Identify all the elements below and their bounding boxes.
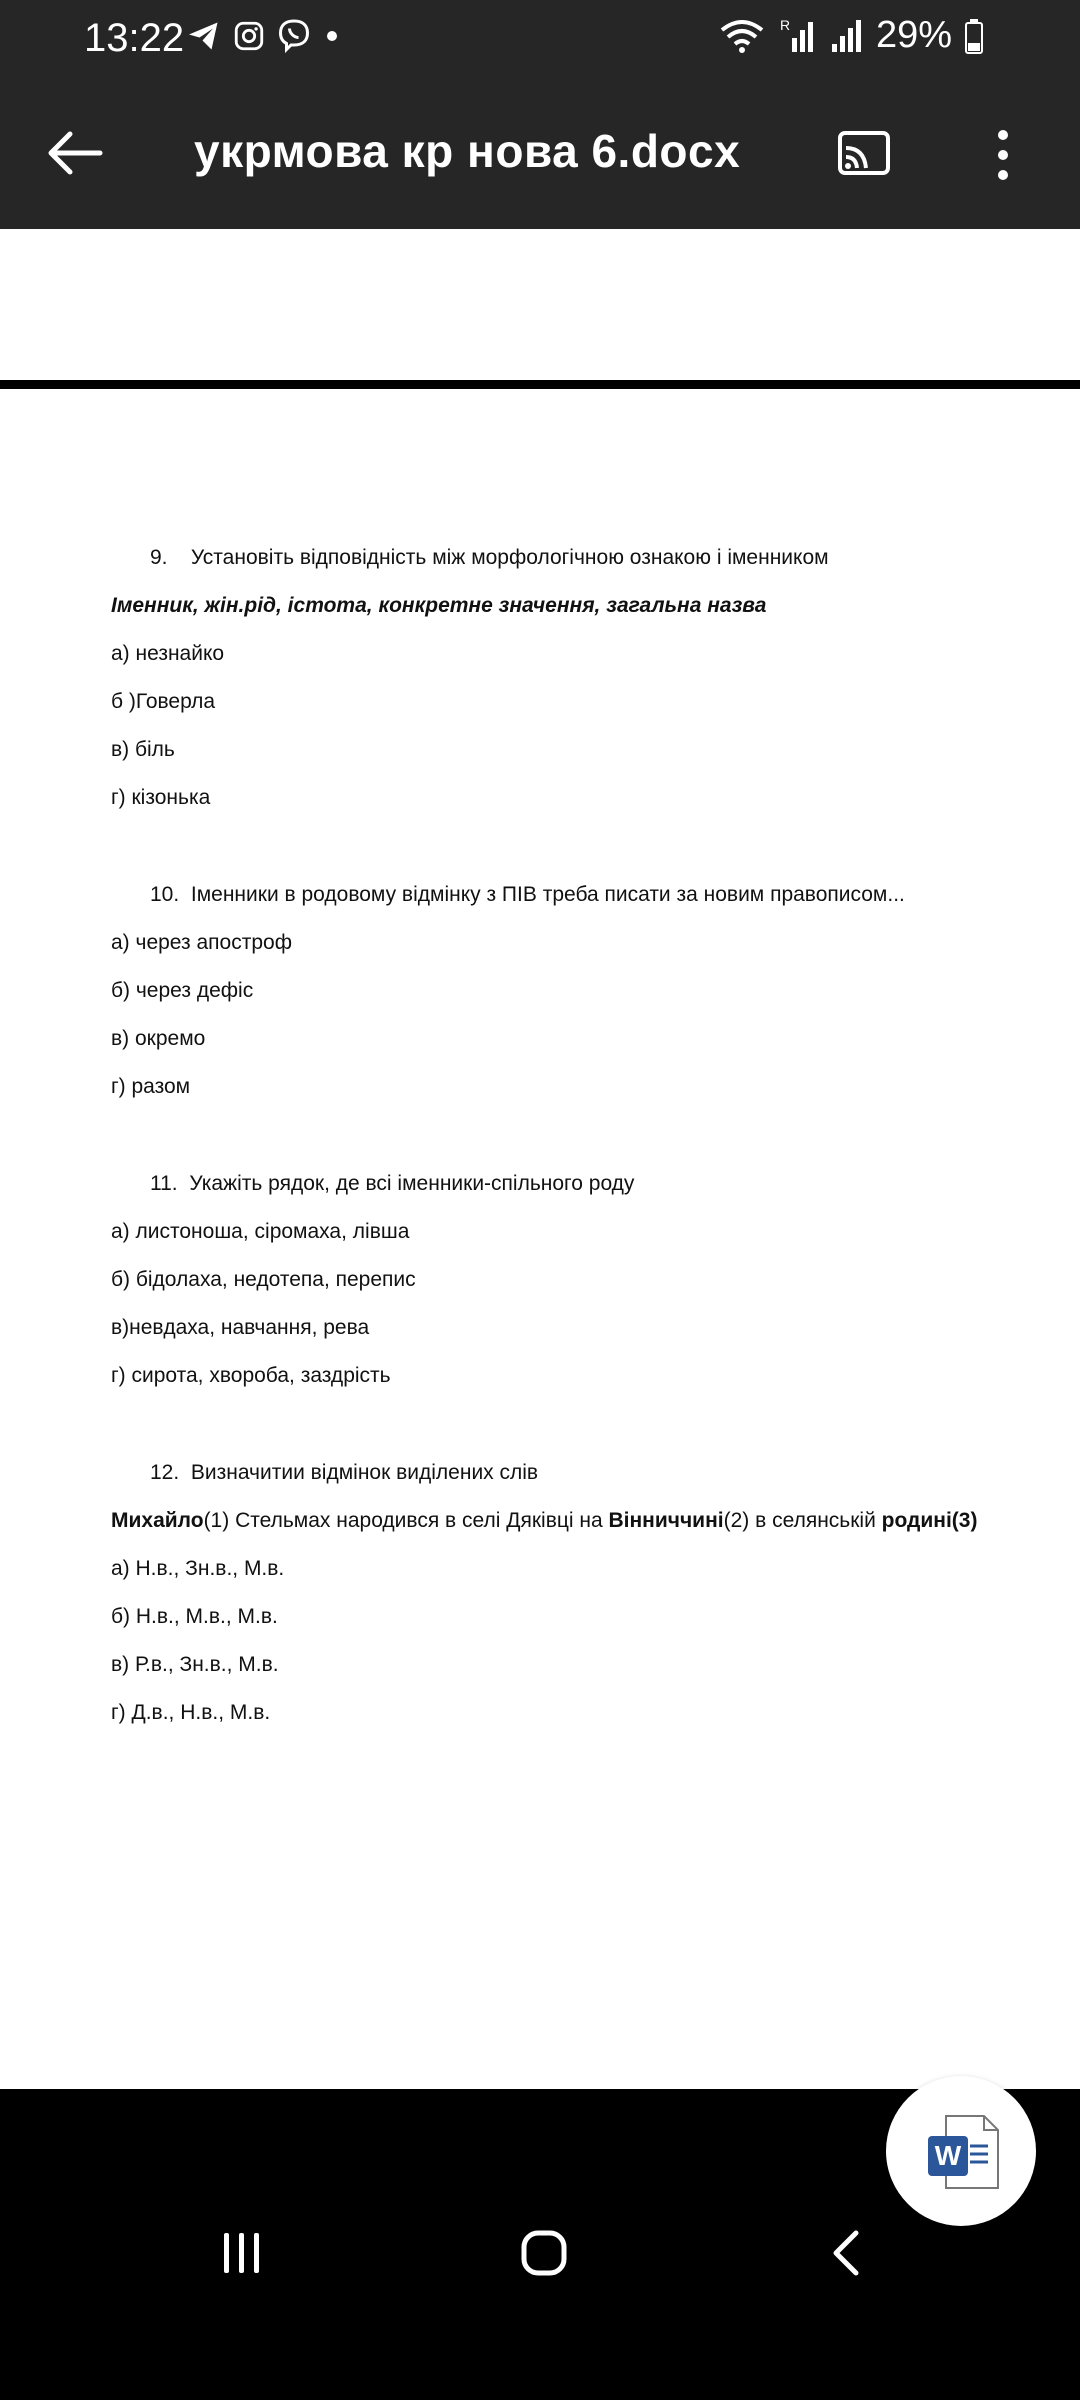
question-9-subtitle: Іменник, жін.рід, істота, конкретне значення, загальна назва xyxy=(111,594,767,617)
option-d: г) сирота, хвороба, заздрість xyxy=(111,1364,391,1387)
option-c: в)невдаха, навчання, рева xyxy=(111,1316,370,1339)
option-d: г) кізонька xyxy=(111,786,211,809)
telegram-icon xyxy=(186,18,222,54)
document-title: укрмова кр нова 6.docx xyxy=(194,125,741,177)
more-options-icon[interactable] xyxy=(990,128,1016,182)
question-number: 9. xyxy=(150,546,168,569)
option-b: б) бідолаха, недотепа, перепис xyxy=(111,1268,416,1291)
question-number: 11. xyxy=(150,1172,178,1195)
recent-apps-icon[interactable] xyxy=(220,2231,264,2275)
question-11 xyxy=(150,1172,634,1196)
question-text: Укажіть рядок, де всі іменники-спільного роду xyxy=(189,1172,635,1195)
status-time: 13:22 xyxy=(84,16,185,60)
question-9 xyxy=(150,546,829,570)
viber-icon xyxy=(276,18,312,54)
question-12 xyxy=(150,1461,538,1485)
wifi-icon xyxy=(718,16,766,56)
option-c: в) Р.в., Зн.в., М.в. xyxy=(111,1653,279,1676)
option-b: б) Н.в., М.в., М.в. xyxy=(111,1605,278,1628)
page-separator xyxy=(0,380,1080,389)
option-c: в) біль xyxy=(111,738,175,761)
status-bar xyxy=(0,0,1080,78)
highlighted-word-2: Вінниччині xyxy=(608,1509,724,1532)
highlighted-word-3: родині(3) xyxy=(881,1509,978,1532)
question-text: Установіть відповідність між морфологічною ознакою і іменником xyxy=(190,546,829,569)
battery-percent: 29% xyxy=(875,14,952,56)
option-d: г) Д.в., Н.в., М.в. xyxy=(111,1701,271,1724)
word-icon xyxy=(886,2076,1036,2226)
back-arrow-icon[interactable] xyxy=(46,124,104,182)
word-letter: W xyxy=(934,2140,962,2171)
question-text: Іменники в родовому відмінку з ПІВ треба писати за новим правописом... xyxy=(190,883,905,906)
app-bar xyxy=(0,78,1080,229)
question-number: 10. xyxy=(150,883,180,906)
option-a: а) незнайко xyxy=(111,642,225,665)
sentence-part-1: (1) Стельмах народився в селі Дяківці на xyxy=(203,1509,609,1532)
question-text: Визначитии відмінок виділених слів xyxy=(190,1461,539,1484)
battery-icon xyxy=(964,17,984,55)
cast-icon[interactable] xyxy=(836,130,892,176)
highlighted-word-1: Михайло xyxy=(111,1509,204,1532)
question-number: 12. xyxy=(150,1461,180,1484)
option-a: а) через апостроф xyxy=(111,931,292,954)
option-b: б )Говерла xyxy=(111,690,215,713)
option-a: а) Н.в., Зн.в., М.в. xyxy=(111,1557,285,1580)
home-icon[interactable] xyxy=(520,2229,568,2277)
option-b: б) через дефіс xyxy=(111,979,254,1002)
instagram-icon xyxy=(232,19,266,53)
open-in-word-button[interactable] xyxy=(886,2076,1036,2226)
option-d: г) разом xyxy=(111,1075,191,1098)
signal-icon xyxy=(778,16,818,56)
signal-2-icon xyxy=(830,16,864,56)
roaming-label: R xyxy=(779,16,791,33)
question-10 xyxy=(150,883,905,907)
notification-icons xyxy=(186,18,342,54)
option-c: в) окремо xyxy=(111,1027,206,1050)
top-bar xyxy=(0,0,1080,229)
option-a: а) листоноша, сіромаха, лівша xyxy=(111,1220,410,1243)
system-icons xyxy=(718,14,984,57)
sentence-part-2: (2) в селянській xyxy=(723,1509,882,1532)
question-12-sentence xyxy=(111,1509,977,1533)
dot-icon xyxy=(322,26,342,46)
back-nav-icon[interactable] xyxy=(828,2229,864,2277)
